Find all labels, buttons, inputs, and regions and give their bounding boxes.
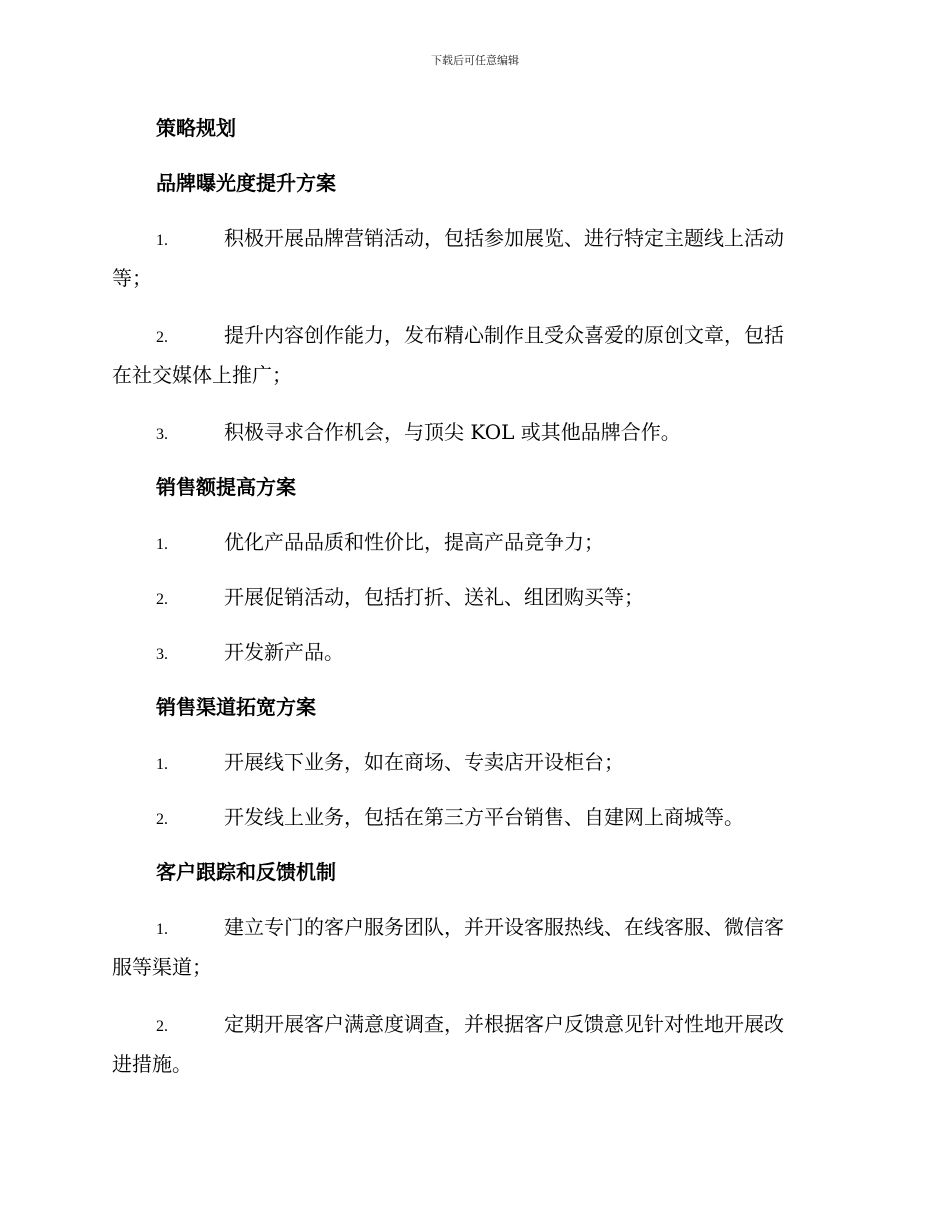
- item-text: 开发线上业务，包括在第三方平台销售、自建网上商城等。: [224, 805, 744, 829]
- item-number: 1.: [156, 921, 168, 938]
- item-text: 开展线下业务，如在商场、专卖店开设柜台；: [224, 750, 624, 774]
- page-header: 下载后可任意编辑: [431, 54, 519, 67]
- item-text-continued: 进措施。: [112, 1052, 192, 1076]
- list-item: [112, 742, 834, 782]
- item-text-continued: 在社交媒体上推广；: [112, 363, 292, 387]
- section-heading-sales-increase: 销售额提高方案: [156, 475, 296, 499]
- item-text: 提升内容创作能力，发布精心制作且受众喜爱的原创文章，包括: [224, 323, 784, 347]
- section-heading-sales-channels: 销售渠道拓宽方案: [156, 695, 316, 719]
- item-text: 定期开展客户满意度调查，并根据客户反馈意见针对性地开展改: [224, 1012, 784, 1036]
- item-text-continued: 等；: [112, 266, 152, 290]
- item-number: 1.: [156, 536, 168, 553]
- section-heading-brand-exposure: 品牌曝光度提升方案: [156, 171, 336, 195]
- item-number: 1.: [156, 232, 168, 249]
- list-item: [112, 907, 834, 989]
- item-text: 积极开展品牌营销活动，包括参加展览、进行特定主题线上活动: [224, 226, 784, 250]
- item-number: 2.: [156, 811, 168, 828]
- item-text: 优化产品品质和性价比，提高产品竞争力；: [224, 530, 604, 554]
- list-item: [112, 632, 834, 672]
- item-number: 2.: [156, 329, 168, 346]
- list-item: [112, 577, 834, 617]
- item-text: 开发新产品。: [224, 640, 344, 664]
- section-heading-customer-feedback: 客户跟踪和反馈机制: [156, 860, 336, 884]
- list-item: [112, 522, 834, 562]
- list-item: [112, 1004, 834, 1086]
- item-number: 2.: [156, 1018, 168, 1035]
- item-text: 建立专门的客户服务团队，并开设客服热线、在线客服、微信客: [224, 915, 784, 939]
- item-text-continued: 服等渠道；: [112, 955, 212, 979]
- item-number: 2.: [156, 591, 168, 608]
- document-body: [112, 108, 834, 1101]
- list-item: [112, 797, 834, 837]
- list-item: [112, 218, 834, 300]
- item-text: 开展促销活动，包括打折、送礼、组团购买等；: [224, 585, 644, 609]
- item-number: 3.: [156, 426, 168, 443]
- item-number: 3.: [156, 646, 168, 663]
- item-text: 积极寻求合作机会，与顶尖 KOL 或其他品牌合作。: [224, 420, 681, 444]
- list-item: [112, 315, 834, 397]
- list-item: [112, 412, 834, 452]
- item-number: 1.: [156, 756, 168, 773]
- document-title: 策略规划: [156, 116, 236, 140]
